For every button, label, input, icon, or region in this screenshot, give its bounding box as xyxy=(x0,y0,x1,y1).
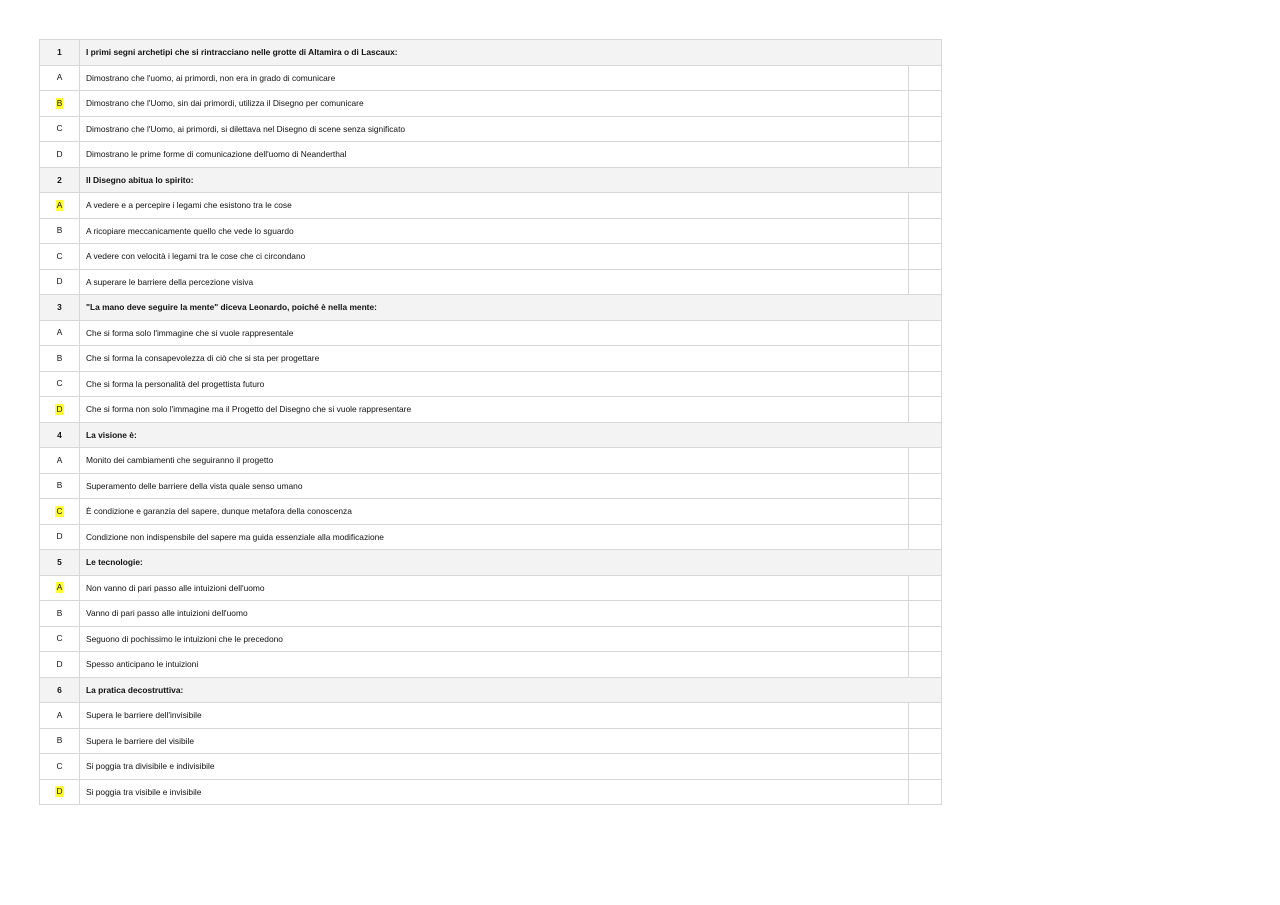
option-letter: A xyxy=(56,709,63,720)
answer-option-row xyxy=(40,65,942,91)
answer-option-row xyxy=(40,524,942,550)
question-row xyxy=(40,40,942,66)
answer-mark-cell xyxy=(909,575,942,601)
option-text: Spesso anticipano le intuizioni xyxy=(80,652,909,678)
question-number: 5 xyxy=(40,550,80,576)
quiz-body xyxy=(40,40,942,805)
option-letter-cell xyxy=(40,703,80,729)
answer-option-row xyxy=(40,116,942,142)
answer-option-row xyxy=(40,346,942,372)
option-letter: A xyxy=(56,454,63,465)
option-text: Dimostrano le prime forme di comunicazione dell'uomo di Neanderthal xyxy=(80,142,909,168)
answer-mark-cell xyxy=(909,601,942,627)
option-letter: B xyxy=(56,735,63,746)
option-text: Dimostrano che l'Uomo, sin dai primordi, utilizza il Disegno per comunicare xyxy=(80,91,909,117)
question-row xyxy=(40,295,942,321)
option-text: Dimostrano che l'uomo, ai primordi, non era in grado di comunicare xyxy=(80,65,909,91)
option-letter-cell xyxy=(40,244,80,270)
correct-answer-letter: D xyxy=(56,786,63,797)
correct-answer-letter: D xyxy=(56,403,63,414)
option-letter: B xyxy=(56,480,63,491)
option-letter-cell xyxy=(40,499,80,525)
option-letter-cell xyxy=(40,575,80,601)
answer-option-row xyxy=(40,728,942,754)
answer-option-row xyxy=(40,448,942,474)
option-letter-cell xyxy=(40,601,80,627)
answer-mark-cell xyxy=(909,91,942,117)
option-letter-cell xyxy=(40,371,80,397)
option-letter-cell xyxy=(40,448,80,474)
option-letter-cell xyxy=(40,193,80,219)
option-letter-cell xyxy=(40,142,80,168)
option-letter-cell xyxy=(40,397,80,423)
option-letter-cell xyxy=(40,652,80,678)
option-text: Dimostrano che l'Uomo, ai primordi, si dilettava nel Disegno di scene senza significato xyxy=(80,116,909,142)
option-text: Monito dei cambiamenti che seguiranno il progetto xyxy=(80,448,909,474)
option-letter: D xyxy=(56,276,63,287)
option-letter-cell xyxy=(40,473,80,499)
option-text: Non vanno di pari passo alle intuizioni dell'uomo xyxy=(80,575,909,601)
answer-option-row xyxy=(40,703,942,729)
question-number: 3 xyxy=(40,295,80,321)
option-text: Supera le barriere del visibile xyxy=(80,728,909,754)
question-text: Le tecnologie: xyxy=(80,550,942,576)
answer-mark-cell xyxy=(909,499,942,525)
option-letter-cell xyxy=(40,91,80,117)
option-letter: C xyxy=(56,760,63,771)
option-text: A superare le barriere della percezione visiva xyxy=(80,269,909,295)
answer-mark-cell xyxy=(909,65,942,91)
answer-option-row xyxy=(40,269,942,295)
option-letter-cell xyxy=(40,218,80,244)
answer-mark-cell xyxy=(909,142,942,168)
option-letter: C xyxy=(56,633,63,644)
option-letter-cell xyxy=(40,346,80,372)
option-text: Che si forma solo l'immagine che si vuole rappresentale xyxy=(80,320,909,346)
question-number: 2 xyxy=(40,167,80,193)
option-letter-cell xyxy=(40,65,80,91)
option-letter: C xyxy=(56,378,63,389)
option-text: Supera le barriere dell'invisibile xyxy=(80,703,909,729)
option-text: Superamento delle barriere della vista quale senso umano xyxy=(80,473,909,499)
answer-mark-cell xyxy=(909,524,942,550)
answer-mark-cell xyxy=(909,320,942,346)
answer-option-row xyxy=(40,371,942,397)
answer-option-row xyxy=(40,91,942,117)
option-letter-cell xyxy=(40,116,80,142)
option-text: A vedere e a percepire i legami che esistono tra le cose xyxy=(80,193,909,219)
answer-option-row xyxy=(40,626,942,652)
question-number: 4 xyxy=(40,422,80,448)
option-text: A ricopiare meccanicamente quello che vede lo sguardo xyxy=(80,218,909,244)
answer-option-row xyxy=(40,244,942,270)
correct-answer-letter: A xyxy=(56,582,63,593)
answer-option-row xyxy=(40,193,942,219)
option-letter-cell xyxy=(40,524,80,550)
option-letter: D xyxy=(56,658,63,669)
answer-option-row xyxy=(40,142,942,168)
answer-mark-cell xyxy=(909,448,942,474)
answer-mark-cell xyxy=(909,779,942,805)
option-letter: B xyxy=(56,225,63,236)
option-letter: D xyxy=(56,531,63,542)
option-text: Che si forma la personalità del progettista futuro xyxy=(80,371,909,397)
question-number: 6 xyxy=(40,677,80,703)
answer-mark-cell xyxy=(909,371,942,397)
option-text: È condizione e garanzia del sapere, dunque metafora della conoscenza xyxy=(80,499,909,525)
answer-option-row xyxy=(40,320,942,346)
answer-mark-cell xyxy=(909,703,942,729)
answer-option-row xyxy=(40,218,942,244)
answer-mark-cell xyxy=(909,397,942,423)
option-text: Seguono di pochissimo le intuizioni che le precedono xyxy=(80,626,909,652)
answer-option-row xyxy=(40,652,942,678)
option-letter: D xyxy=(56,148,63,159)
correct-answer-letter: B xyxy=(56,97,63,108)
option-letter-cell xyxy=(40,320,80,346)
answer-mark-cell xyxy=(909,626,942,652)
answer-mark-cell xyxy=(909,652,942,678)
question-text: La visione è: xyxy=(80,422,942,448)
option-letter: C xyxy=(56,250,63,261)
option-letter-cell xyxy=(40,779,80,805)
correct-answer-letter: C xyxy=(56,505,63,516)
option-text: Si poggia tra divisibile e indivisibile xyxy=(80,754,909,780)
question-text: Il Disegno abitua lo spirito: xyxy=(80,167,942,193)
option-letter: A xyxy=(56,72,63,83)
answer-mark-cell xyxy=(909,116,942,142)
answer-option-row xyxy=(40,499,942,525)
option-text: Condizione non indispensbile del sapere ma guida essenziale alla modificazione xyxy=(80,524,909,550)
answer-mark-cell xyxy=(909,218,942,244)
option-letter-cell xyxy=(40,754,80,780)
quiz-table xyxy=(39,39,942,805)
question-text: I primi segni archetipi che si rintracciano nelle grotte di Altamira o di Lascaux: xyxy=(80,40,942,66)
option-text: A vedere con velocità i legami tra le cose che ci circondano xyxy=(80,244,909,270)
option-text: Si poggia tra visibile e invisibile xyxy=(80,779,909,805)
answer-mark-cell xyxy=(909,269,942,295)
question-number: 1 xyxy=(40,40,80,66)
answer-mark-cell xyxy=(909,346,942,372)
correct-answer-letter: A xyxy=(56,199,63,210)
question-text: La pratica decostruttiva: xyxy=(80,677,942,703)
option-letter-cell xyxy=(40,269,80,295)
answer-mark-cell xyxy=(909,728,942,754)
question-row xyxy=(40,422,942,448)
answer-option-row xyxy=(40,601,942,627)
answer-option-row xyxy=(40,754,942,780)
answer-mark-cell xyxy=(909,244,942,270)
answer-option-row xyxy=(40,779,942,805)
answer-option-row xyxy=(40,473,942,499)
option-text: Che si forma non solo l'immagine ma il Progetto del Disegno che si vuole rappresentare xyxy=(80,397,909,423)
option-letter: B xyxy=(56,352,63,363)
option-letter-cell xyxy=(40,626,80,652)
question-row xyxy=(40,167,942,193)
option-text: Vanno di pari passo alle intuizioni dell'uomo xyxy=(80,601,909,627)
option-letter: C xyxy=(56,123,63,134)
answer-option-row xyxy=(40,575,942,601)
option-letter: A xyxy=(56,327,63,338)
answer-mark-cell xyxy=(909,754,942,780)
answer-mark-cell xyxy=(909,193,942,219)
option-letter-cell xyxy=(40,728,80,754)
option-letter: B xyxy=(56,607,63,618)
question-row xyxy=(40,550,942,576)
answer-mark-cell xyxy=(909,473,942,499)
answer-option-row xyxy=(40,397,942,423)
question-row xyxy=(40,677,942,703)
question-text: "La mano deve seguire la mente" diceva Leonardo, poiché è nella mente: xyxy=(80,295,942,321)
option-text: Che si forma la consapevolezza di ciò che si sta per progettare xyxy=(80,346,909,372)
